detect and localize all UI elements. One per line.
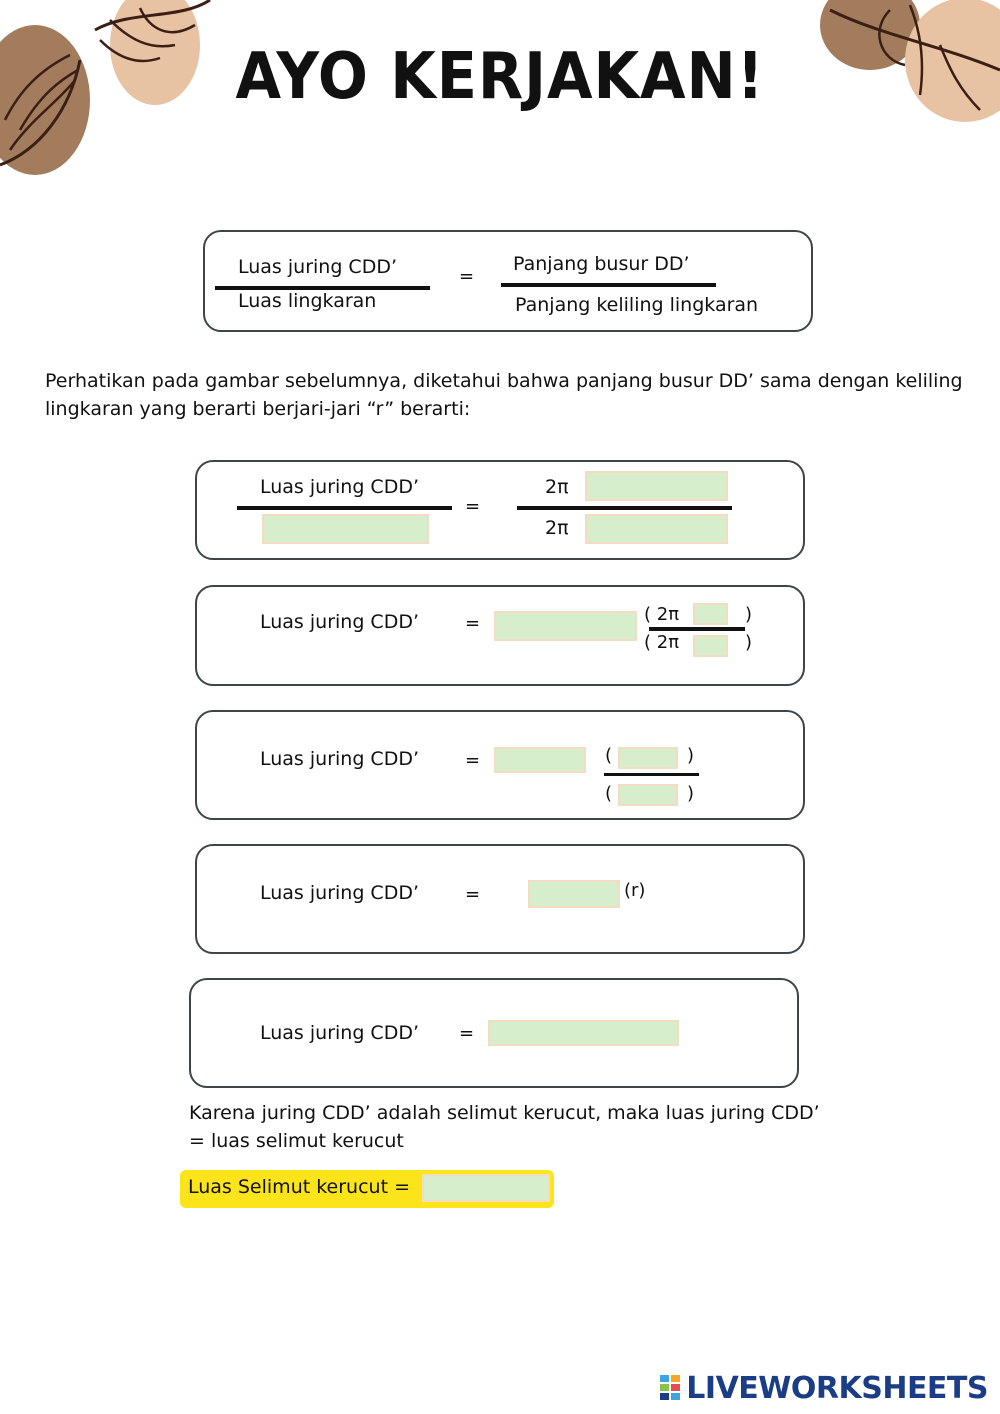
step-4-equals: = — [465, 884, 481, 905]
conclusion-text: Karena juring CDD’ adalah selimut kerucut, maka luas juring CDD’ = luas selimut kerucut — [189, 1102, 820, 1152]
step-3-denominator-open: ( — [605, 783, 613, 804]
step-3-numerator-open: ( — [605, 745, 613, 766]
step-5-answer-input[interactable] — [488, 1020, 679, 1046]
step-5-label: Luas juring CDD’ — [260, 1022, 419, 1044]
step-1-left-fraction-bar — [237, 506, 452, 510]
step-2-coefficient-input[interactable] — [494, 611, 637, 641]
step-2-numerator-close: ) — [745, 604, 753, 625]
answer-input[interactable] — [422, 1174, 550, 1202]
brand-logo[interactable] — [660, 1371, 988, 1406]
step-1-right-denominator-input[interactable] — [585, 514, 728, 544]
brand-name: LIVEWORKSHEETS — [686, 1371, 988, 1406]
step-2-box — [195, 585, 805, 686]
step-2-numerator-input[interactable] — [693, 603, 728, 625]
formula-box — [203, 230, 813, 332]
step-1-denominator-2pi: 2π — [545, 517, 569, 539]
step-1-right-fraction-bar — [517, 506, 732, 510]
step-1-numerator-input[interactable] — [585, 471, 728, 501]
answer-label: Luas Selimut kerucut = — [188, 1176, 410, 1198]
step-2-denominator-open: ( 2π — [644, 632, 680, 653]
step-3-label: Luas juring CDD’ — [260, 748, 419, 770]
liveworksheets-logo-icon — [660, 1375, 682, 1401]
step-3-numerator-input[interactable] — [618, 747, 678, 769]
step-1-numerator-2pi: 2π — [545, 476, 569, 498]
step-3-denominator-close: ) — [687, 783, 695, 804]
step-1-box — [195, 460, 805, 560]
formula-equals: = — [459, 266, 475, 287]
step-1-equals: = — [465, 496, 481, 517]
step-1-label: Luas juring CDD’ — [260, 476, 419, 498]
step-3-numerator-close: ) — [687, 745, 695, 766]
formula-right-fraction-bar — [501, 283, 716, 287]
step-3-fraction-bar — [604, 773, 699, 776]
step-4-box — [195, 844, 805, 954]
instruction-text: Perhatikan pada gambar sebelumnya, diketahui bahwa panjang busur DD’ sama dengan keliling lingkaran yang berarti berjari-jari “r” berarti: — [45, 370, 963, 420]
step-4-r-suffix: (r) — [624, 880, 646, 901]
step-5-equals: = — [459, 1023, 475, 1044]
step-1-denominator-input[interactable] — [262, 514, 429, 544]
step-2-denominator-input[interactable] — [693, 635, 728, 657]
step-3-denominator-input[interactable] — [618, 784, 678, 806]
formula-left-denominator: Luas lingkaran — [238, 290, 377, 312]
step-5-box — [189, 978, 799, 1088]
step-3-equals: = — [465, 750, 481, 771]
step-2-numerator-open: ( 2π — [644, 604, 680, 625]
step-2-fraction-bar — [649, 627, 745, 631]
formula-right-numerator: Panjang busur DD’ — [513, 253, 690, 275]
step-2-denominator-close: ) — [745, 632, 753, 653]
formula-left-numerator: Luas juring CDD’ — [238, 256, 397, 278]
formula-right-denominator: Panjang keliling lingkaran — [515, 294, 759, 316]
step-3-box — [195, 710, 805, 820]
step-4-label: Luas juring CDD’ — [260, 882, 419, 904]
page-title: AYO KERJAKAN! — [235, 40, 765, 114]
step-2-equals: = — [465, 613, 481, 634]
step-2-label: Luas juring CDD’ — [260, 611, 419, 633]
step-4-answer-input[interactable] — [528, 880, 620, 908]
step-3-coefficient-input[interactable] — [494, 747, 586, 773]
